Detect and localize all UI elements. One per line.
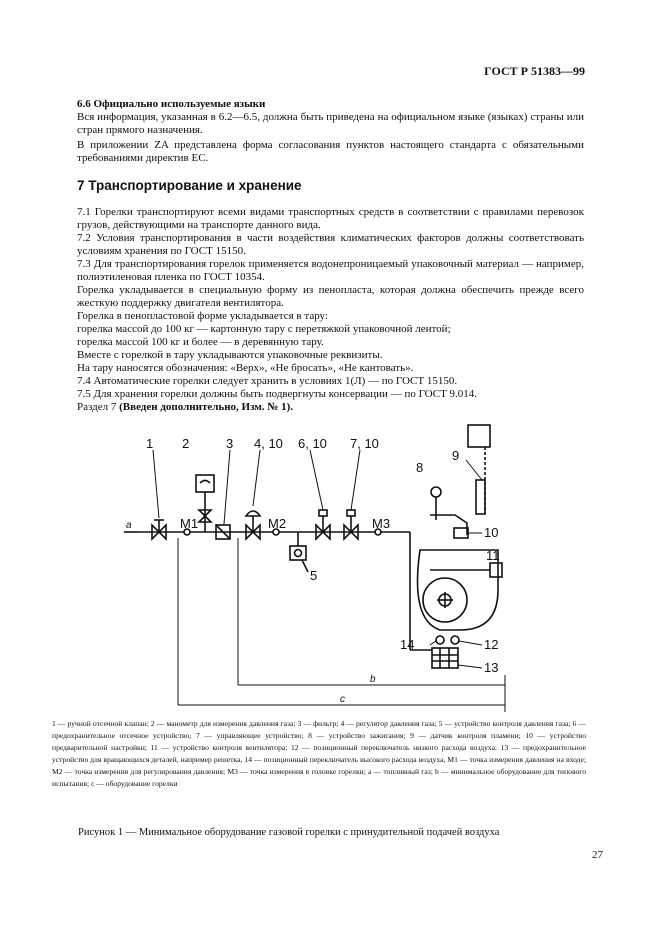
pressure-switch-icon	[290, 546, 306, 560]
label-m1: М1	[180, 516, 199, 531]
label-5: 5	[310, 568, 318, 583]
paragraph: 7.2 Условия транспортирования в части воздействия климатических факторов должны соответствовать условиям хранения по ГОСТ 15150.	[77, 232, 584, 257]
label-a: a	[126, 520, 132, 531]
high-air-switch-icon	[451, 636, 459, 644]
label-10: 10	[484, 525, 499, 540]
leader-3	[224, 450, 230, 524]
label-12: 12	[484, 637, 499, 652]
switch-dial	[295, 550, 302, 557]
manometer-icon	[196, 475, 214, 492]
paragraph: В приложении ZA представлена форма согласования пунктов настоящего стандарта с обязательными требованиями директив ЕС.	[77, 139, 584, 164]
paragraph: Горелка в пенопластовой форме укладывается в тару:	[77, 310, 328, 322]
leader-12	[459, 641, 482, 645]
label-m3: М3	[372, 516, 391, 531]
control-valve-actuator	[347, 510, 355, 516]
section-6-6-body	[77, 111, 584, 165]
paragraph: горелка массой 100 кг и более — в деревянную тару.	[77, 336, 324, 348]
preset-device-icon	[454, 528, 468, 538]
section-7-body	[77, 206, 584, 414]
label-7-10: 7, 10	[350, 436, 379, 451]
guard-grille-icon	[432, 648, 458, 668]
flame-sensor-icon	[468, 425, 490, 447]
paragraph: горелка массой до 100 кг — картонную тару с перетяжкой упаковочной лентой;	[77, 323, 451, 335]
paragraph: 7.1 Горелки транспортируют всеми видами транспортных средств в соответствии с правилами перевозок грузов, действующими на транспорте данного вида.	[77, 206, 584, 231]
amendment-note	[77, 401, 584, 414]
sensor-probe	[476, 480, 485, 514]
paragraph: Вся информация, указанная в 6.2—6.5, должна быть приведена на официальном языке (языках) страны или стран прямого назначения.	[77, 111, 584, 136]
paragraph: 7.3 Для транспортирования горелок применяется водонепроницаемый упаковочный материал — например, полиэтиленовая пленка по ГОСТ 10354.	[77, 258, 584, 283]
leader-6	[310, 450, 323, 510]
paragraph: Вместе с горелкой в тару укладываются упаковочные реквизиты.	[77, 349, 383, 361]
amendment-bold: (Введен дополнительно, Изм. № 1).	[119, 401, 294, 413]
paragraph: 7.5 Для хранения горелки должны быть подвергнуты консервации — по ГОСТ 9.014.	[77, 388, 478, 400]
label-13: 13	[484, 660, 499, 675]
label-m2: М2	[268, 516, 287, 531]
amendment-prefix: Раздел 7	[77, 401, 117, 413]
paragraph: 7.4 Автоматические горелки следует хранить в условиях 1(Л) — по ГОСТ 15150.	[77, 375, 458, 387]
burner-diagram	[110, 420, 530, 720]
label-2: 2	[182, 436, 190, 451]
manometer-dial	[200, 481, 210, 484]
leader-13	[458, 665, 482, 668]
safety-valve-actuator	[319, 510, 327, 516]
label-14: 14	[400, 637, 415, 652]
leader-5	[302, 560, 308, 572]
figure-caption: Рисунок 1 — Минимальное оборудование газовой горелки с принудительной подачей воздуха	[78, 827, 500, 838]
paragraph: На тару наносятся обозначения: «Верх», «Не бросать», «Не кантовать».	[77, 362, 414, 374]
label-c: c	[340, 694, 345, 705]
leader-14	[430, 641, 436, 645]
paragraph: Горелка укладывается в специальную форму из пенопласта, которая должна обеспечить прежде всего жесткую поддержку двигателя вентилятора.	[77, 284, 584, 309]
leader-9	[466, 460, 482, 480]
document-header: ГОСТ Р 51383—99	[484, 64, 585, 78]
section-6-6-title: 6.6 Официально используемые языки	[77, 98, 266, 110]
label-6-10: 6, 10	[298, 436, 327, 451]
page-number: 27	[592, 849, 603, 861]
label-1: 1	[146, 436, 154, 451]
label-9: 9	[452, 448, 460, 463]
ignition-icon	[431, 487, 441, 497]
figure-legend: 1 — ручной отсечной клапан; 2 — манометр для измерения давления газа; 3 — фильтр; 4 — регулятор давления газа; 5 — устройство контроля давления газа; 6 — предохранительное отсечное устройство; 7 — управляющее устройство; 8 — устройство зажигания; 9 — датчик контроля пламени; 10 — устройство предварительной настройки; 11 — устройство контроля вентилятора; 12 — позиционный переключатель низкого расхода воздуха; 13 — предохранительное устройство для вращающихся деталей, например решетка, 14 — позиционный переключатель высокого расхода воздуха, M1 — точка измерения давления на входе; M2 — точка измерения для регулирования давления; M3 — точка измерения в головке горелки; a — топливный газ; b — минимальное оборудование для типового испытания; c — оборудование горелки	[52, 719, 586, 788]
label-3: 3	[226, 436, 234, 451]
label-4-10: 4, 10	[254, 436, 283, 451]
leader-4	[253, 450, 260, 506]
label-b: b	[370, 674, 376, 685]
section-7-title: 7 Транспортирование и хранение	[77, 178, 302, 193]
label-8: 8	[416, 460, 424, 475]
label-11: 11	[486, 548, 500, 563]
leader-7	[351, 450, 360, 510]
fan-monitor-icon	[490, 563, 502, 577]
leader-1	[153, 450, 159, 518]
low-air-switch-icon	[436, 636, 444, 644]
regulator-diaphragm-icon	[246, 511, 260, 516]
